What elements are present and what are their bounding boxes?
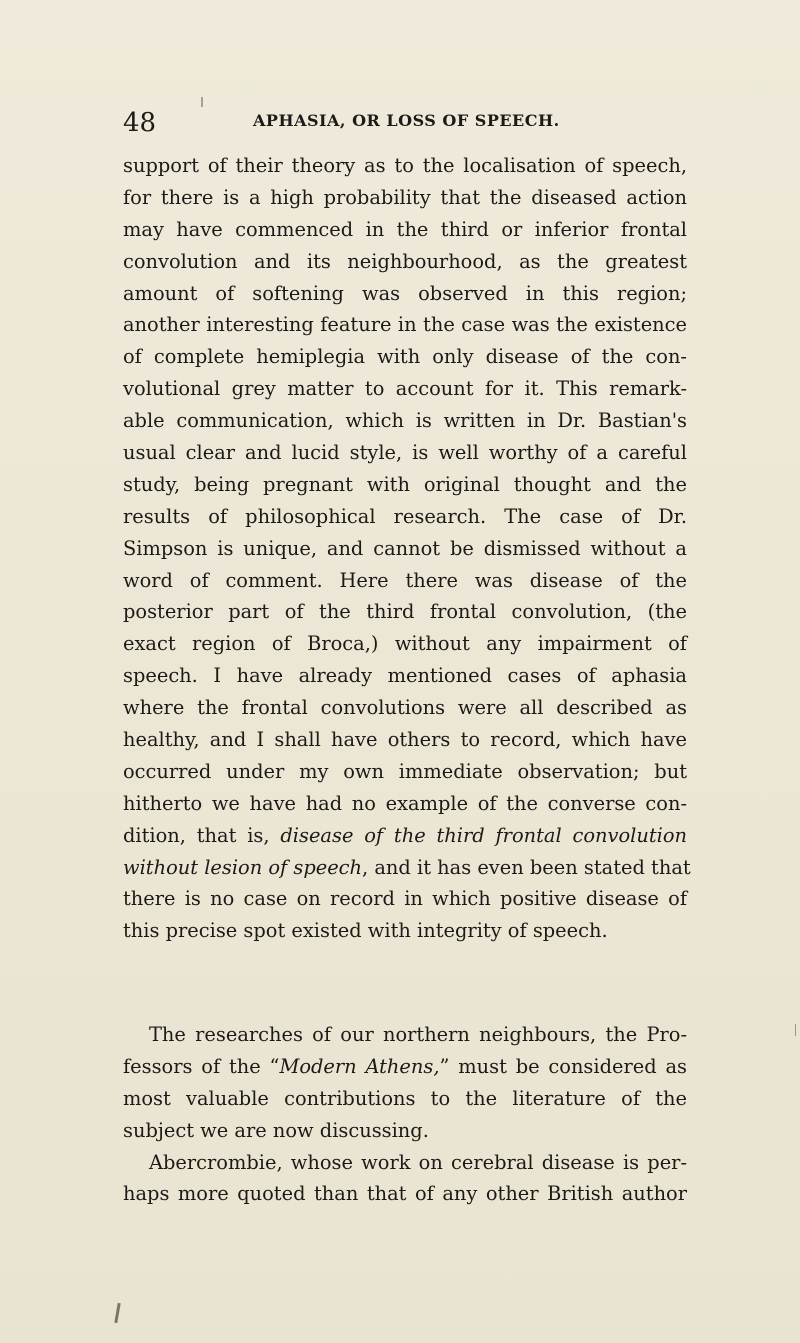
italic-phrase: disease of the third frontal convolution: [280, 823, 687, 847]
text-line: occurred under my own immediate observation; but: [123, 759, 687, 783]
text-line: for there is a high probability that the diseased action: [123, 185, 687, 209]
text-line: where the frontal convolutions were all described as: [123, 696, 687, 720]
text-line: volutional grey matter to account for it. This remark-: [123, 377, 687, 401]
text-line: healthy, and I shall have others to record, which have: [123, 728, 687, 752]
text-line: Abercrombie, whose work on cerebral disease is per-: [149, 1150, 687, 1174]
text-line-mixed: [123, 1051, 687, 1083]
paragraph-1: [123, 150, 691, 947]
text-line: of complete hemiplegia with only disease of the con-: [123, 345, 687, 369]
text-line-mixed: [123, 820, 687, 852]
text-line: hitherto we have had no example of the converse con-: [123, 791, 687, 815]
text-line: study, being pregnant with original thought and the: [123, 472, 687, 496]
text-line: usual clear and lucid style, is well worthy of a careful: [123, 441, 687, 465]
text-line: able communication, which is written in Dr. Bastian's: [123, 409, 687, 433]
text-line: haps more quoted than that of any other British author: [123, 1182, 687, 1206]
text-run: ” must be considered as: [439, 1054, 687, 1078]
scan-speck: [201, 97, 203, 107]
text-line: word of comment. Here there was disease of the: [123, 568, 687, 592]
text-line: subject we are now discussing.: [123, 1118, 429, 1142]
text-run: fessors of the “: [123, 1054, 280, 1078]
italic-phrase: Modern Athens,: [279, 1054, 440, 1078]
text-line: may have commenced in the third or inferior frontal: [123, 217, 687, 241]
text-line: results of philosophical research. The case of Dr.: [123, 504, 687, 528]
running-head: APHASIA, OR LOSS OF SPEECH.: [253, 111, 560, 130]
italic-phrase: without lesion of speech: [123, 855, 363, 879]
paragraph-2: [123, 1019, 687, 1210]
page-number: 48: [123, 108, 157, 138]
text-line: support of their theory as to the localisation of speech,: [123, 154, 687, 177]
text-line: exact region of Broca,) without any impairment of: [123, 632, 687, 656]
text-line: most valuable contributions to the literature of the: [123, 1086, 687, 1110]
text-line: The researches of our northern neighbours, the Pro-: [149, 1023, 687, 1046]
text-line: posterior part of the third frontal convolution, (the: [123, 600, 687, 624]
text-line: Simpson is unique, and cannot be dismissed without a: [123, 536, 687, 560]
scan-speck: [114, 1303, 120, 1323]
text-line: speech. I have already mentioned cases of aphasia: [123, 664, 687, 688]
text-line: convolution and its neighbourhood, as the greatest: [123, 249, 687, 273]
text-line: this precise spot existed with integrity of speech.: [123, 919, 608, 943]
page-header: [123, 108, 683, 138]
text-run: , and it has even been stated that: [362, 855, 691, 879]
text-line: amount of softening was observed in this region;: [123, 281, 687, 305]
text-line: there is no case on record in which positive disease of: [123, 887, 687, 911]
text-run: dition, that is,: [123, 823, 270, 847]
text-line: another interesting feature in the case was the existence: [123, 313, 687, 337]
scan-edge-mark: [795, 1024, 796, 1036]
text-line-mixed: [123, 852, 691, 884]
